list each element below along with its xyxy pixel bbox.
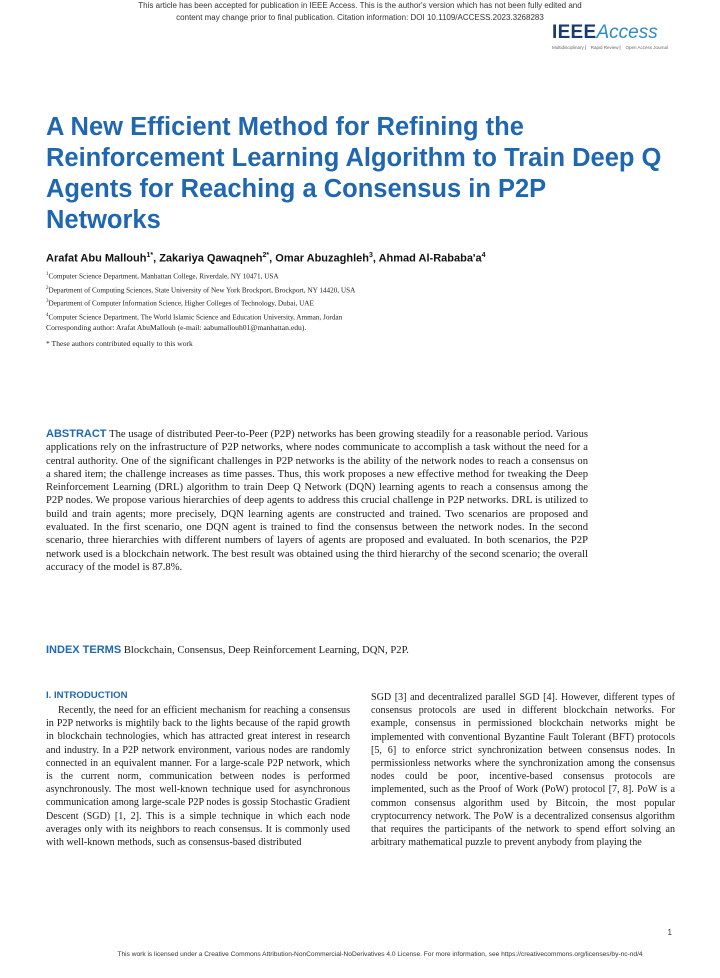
affiliation-line: $^4$Computer Science Department, The World Islamic Science and Education University, Amman, Jordan xyxy=(46,313,343,322)
author-list xyxy=(46,252,686,265)
index-terms-label: INDEX TERMS xyxy=(46,644,122,656)
equal-contribution-note: * These authors contributed equally to this work xyxy=(46,339,193,348)
license-footer: This work is licensed under a Creative Commons Attribution-NonCommercial-NoDerivatives 4.0 License. For more information, see https://creativecommons.org/licenses/by-nc-nd/4 xyxy=(117,951,643,958)
index-terms xyxy=(46,644,646,656)
abstract-text: The usage of distributed Peer-to-Peer (P2P) networks has been growing steadily for a reasonable period. Various applications rely on the infrastructure of P2P networks, where nodes communicate to accomplish a task without the need for a central authority. One of the significant challenges in P2P networks is the ability of the network nodes to reach a consensus on a shared item; the challenge increases as time passes. Thus, this work proposes a new effective method for tweaking the Deep Reinforcement Learning (DRL) algorithm to train Deep Q Network (DQN) learning agents to reach a consensus among the P2P nodes. We propose various hierarchies of deep agents to address this crucial challenge in P2P networks. DRL is utilized to build and train agents; more precisely, DQN learning agents are constructed and trained. Two scenarios are proposed and evaluated. In the first scenario, one DQN agent is trained to find the consensus between the network nodes. In the second scenario, three hierarchies with different numbers of layers of agents are proposed and evaluated. In both scenarios, the P2P network used is a blockchain network. The best result was obtained using the third hierarchy of the second scenario; the overall accuracy of the model is 87.8%. xyxy=(46,429,588,573)
affiliations xyxy=(46,269,686,324)
author-affiliation-mark: 4 xyxy=(481,252,486,259)
author-name: Zakariya Qawaqneh xyxy=(159,252,263,265)
logo-tagline: Multidisciplinary ⎸ Rapid Review ⎸ Open Access Journal xyxy=(552,45,669,50)
affiliation-line: $^1$Computer Science Department, Manhattan College, Riverdale, NY 10471, USA xyxy=(46,272,279,281)
logo-access-text: Access xyxy=(596,22,658,43)
publication-notice-line-2: content may change prior to final publication. Citation information: DOI 10.1109/ACCESS.2023.3268283 xyxy=(176,13,544,22)
page-number: 1 xyxy=(667,928,672,937)
ieee-access-logo xyxy=(552,22,672,50)
logo-ieee-text: IEEE xyxy=(552,22,597,43)
author-separator: , xyxy=(372,252,379,265)
author-name: Ahmad Al-Rababa'a xyxy=(378,252,482,265)
author-separator: , xyxy=(269,252,276,265)
publication-notice xyxy=(0,0,720,24)
author-affiliation-mark: 1* xyxy=(146,252,154,259)
introduction-left-column: Recently, the need for an efficient mechanism for reaching a consensus in P2P networks is mightily back to the lights because of the rapid growth in blockchain technologies, which has attracted great interest in research and industry. In a P2P network environment, various nodes are randomly connected in an equivalent manner. For a large-scale P2P network, which is the current norm, communication between nodes is performed asynchronously. The most well-known technique used for asynchronous communication among large-scale P2P nodes is gossip Stochastic Gradient Descent (SGD) [1, 2]. This is a simple technique in which each node averages only with its neighbors to reach consensus. It is commonly used with well-known methods, such as consensus-based distributed xyxy=(46,705,350,849)
corresponding-author: Corresponding author: Arafat AbuMallouh (e-mail: aabumallouh01@manhattan.edu). xyxy=(46,323,307,332)
section-heading-introduction: I. INTRODUCTION xyxy=(46,690,128,701)
publication-notice-line-1: This article has been accepted for publication in IEEE Access. This is the author's version which has not been fully edited and xyxy=(138,1,582,10)
author-affiliation-mark: 3 xyxy=(368,252,373,259)
author-affiliation-mark: 2* xyxy=(262,252,270,259)
abstract xyxy=(46,428,588,574)
abstract-label: ABSTRACT xyxy=(46,428,107,440)
author-name: Arafat Abu Mallouh xyxy=(46,252,147,265)
paper-title: A New Efficient Method for Refining the Reinforcement Learning Algorithm to Train Deep Q Agents for Reaching a Consensus in P2P Networks xyxy=(46,113,662,234)
index-terms-text: Blockchain, Consensus, Deep Reinforcement Learning, DQN, P2P. xyxy=(123,645,409,656)
affiliation-line: $^2$Department of Computing Sciences, State University of New York Brockport, Brockport, NY 14420, USA xyxy=(46,285,356,295)
author-name: Omar Abuzaghleh xyxy=(275,252,369,265)
affiliation-line: $^3$Department of Computer Information Science, Higher Colleges of Technology, Dubai, UAE xyxy=(46,299,314,308)
introduction-right-column: SGD [3] and decentralized parallel SGD [4]. However, different types of consensus protocols are used in different blockchain networks. For example, consensus in permissioned blockchain networks might be implemented with conventional Byzantine Fault Tolerant (BFT) protocols [5, 6] to enforce strict synchronization between consensus nodes. In permissionless networks where the synchronization among the consensus nodes could be poor, incentive-based consensus protocols are implemented, such as the Proof of Work (PoW) protocol [7, 8]. PoW is a common consensus algorithm used by Bitcoin, the most popular cryptocurrency network. The PoW is a decentralized consensus algorithm that requires the participants of the network to spend effort solving an arbitrary mathematical puzzle to prevent anybody from playing the xyxy=(371,692,675,849)
author-separator: , xyxy=(153,252,160,265)
